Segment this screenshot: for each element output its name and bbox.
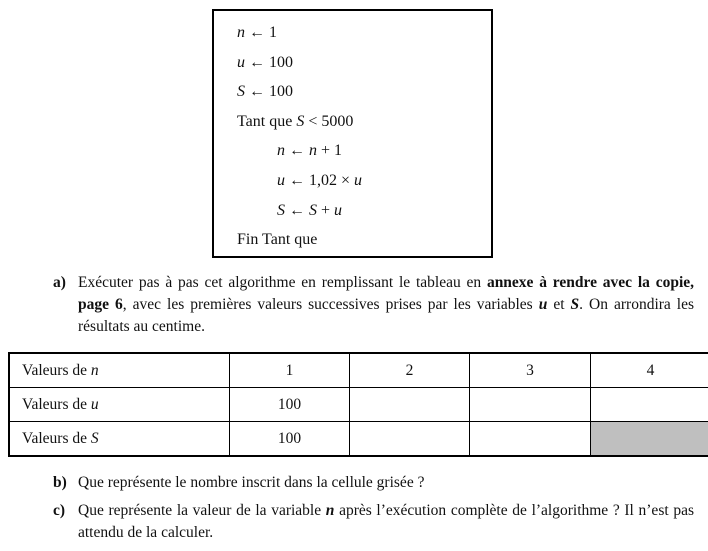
- algo-line-incr-n: [214, 136, 491, 166]
- algo-line-endwhile: [214, 225, 491, 255]
- variable-u: u: [354, 171, 363, 189]
- row-label-n: [9, 353, 230, 388]
- question-b-marker: b): [53, 474, 67, 491]
- question-c-text: [78, 500, 694, 544]
- variable-u: u: [334, 201, 343, 219]
- cell-u-4: [591, 388, 708, 422]
- algo-text: ← 100: [245, 53, 293, 71]
- qa-text: , avec les premières valeurs successives prises par les variables: [122, 296, 539, 313]
- variable-u: u: [90, 395, 99, 413]
- table-row-S: [9, 422, 708, 457]
- algo-text: ←: [285, 142, 309, 160]
- cell-u-2: [350, 388, 470, 422]
- qa-text: . On arrondira les résultats au centime.: [78, 296, 695, 335]
- variable-u: u: [237, 53, 245, 71]
- variable-n: n: [90, 361, 99, 379]
- row-label-text: Valeurs de: [22, 429, 91, 447]
- grey-cell: [591, 422, 708, 457]
- table-row-u: [9, 388, 708, 422]
- algo-text: + 1: [317, 142, 343, 160]
- algo-text: +: [317, 201, 335, 219]
- row-label-u: [9, 388, 230, 422]
- row-label-text: Valeurs de: [22, 395, 91, 413]
- question-c-marker: c): [53, 502, 66, 519]
- row-label-S: [9, 422, 230, 457]
- variable-S: S: [309, 201, 317, 219]
- algo-text: ← 1: [245, 24, 277, 41]
- variable-n: n: [237, 24, 245, 41]
- algo-text: ← 1,02 ×: [285, 171, 355, 189]
- variable-u: u: [538, 296, 548, 313]
- qa-bold-annexe: annexe à rendre avec la copie, page 6: [78, 274, 695, 313]
- qa-text: Exécuter pas à pas cet algorithme en remplissant le tableau en: [78, 274, 487, 291]
- variable-S: S: [570, 296, 580, 313]
- algo-line-update-S: [214, 196, 491, 226]
- variable-n: n: [277, 142, 285, 160]
- cell-S-2: [350, 422, 470, 457]
- values-table: [8, 352, 708, 457]
- variable-n: n: [325, 502, 335, 519]
- variable-S: S: [296, 112, 305, 130]
- question-b-text: Que représente le nombre inscrit dans la cellule grisée ?: [78, 474, 425, 491]
- cell-S-3: [470, 422, 591, 457]
- algo-line-init-u: [214, 48, 491, 78]
- algo-text: ← 100: [245, 83, 293, 101]
- algorithm-box: [212, 9, 493, 258]
- qc-text: après l’exécution complète de l’algorithme ? Il n’est pas attendu de la calculer.: [78, 502, 694, 541]
- variable-S: S: [277, 201, 285, 219]
- question-a-text: [78, 272, 694, 338]
- question-a-marker: a): [53, 274, 66, 291]
- table-row-n: [9, 353, 708, 388]
- algo-line-init-n: [214, 18, 491, 48]
- algo-line-while: [214, 107, 491, 137]
- algo-line-init-S: [214, 77, 491, 107]
- cell-S-1: 100: [230, 422, 350, 457]
- algo-text: ←: [285, 201, 309, 219]
- qa-text: et: [547, 296, 571, 313]
- cell-n-1: 1: [230, 353, 350, 388]
- variable-u: u: [277, 171, 285, 189]
- algo-text: Fin Tant que: [237, 231, 318, 249]
- cell-u-3: [470, 388, 591, 422]
- cell-n-4: 4: [591, 353, 708, 388]
- algo-line-update-u: [214, 166, 491, 196]
- variable-S: S: [237, 83, 245, 101]
- cell-n-2: 2: [350, 353, 470, 388]
- variable-S: S: [90, 429, 99, 447]
- qc-text: Que représente la valeur de la variable: [78, 502, 326, 519]
- variable-n: n: [309, 142, 317, 160]
- algo-text: Tant que: [237, 112, 297, 130]
- row-label-text: Valeurs de: [22, 361, 91, 379]
- cell-u-1: 100: [230, 388, 350, 422]
- algo-text: < 5000: [304, 112, 354, 130]
- cell-n-3: 3: [470, 353, 591, 388]
